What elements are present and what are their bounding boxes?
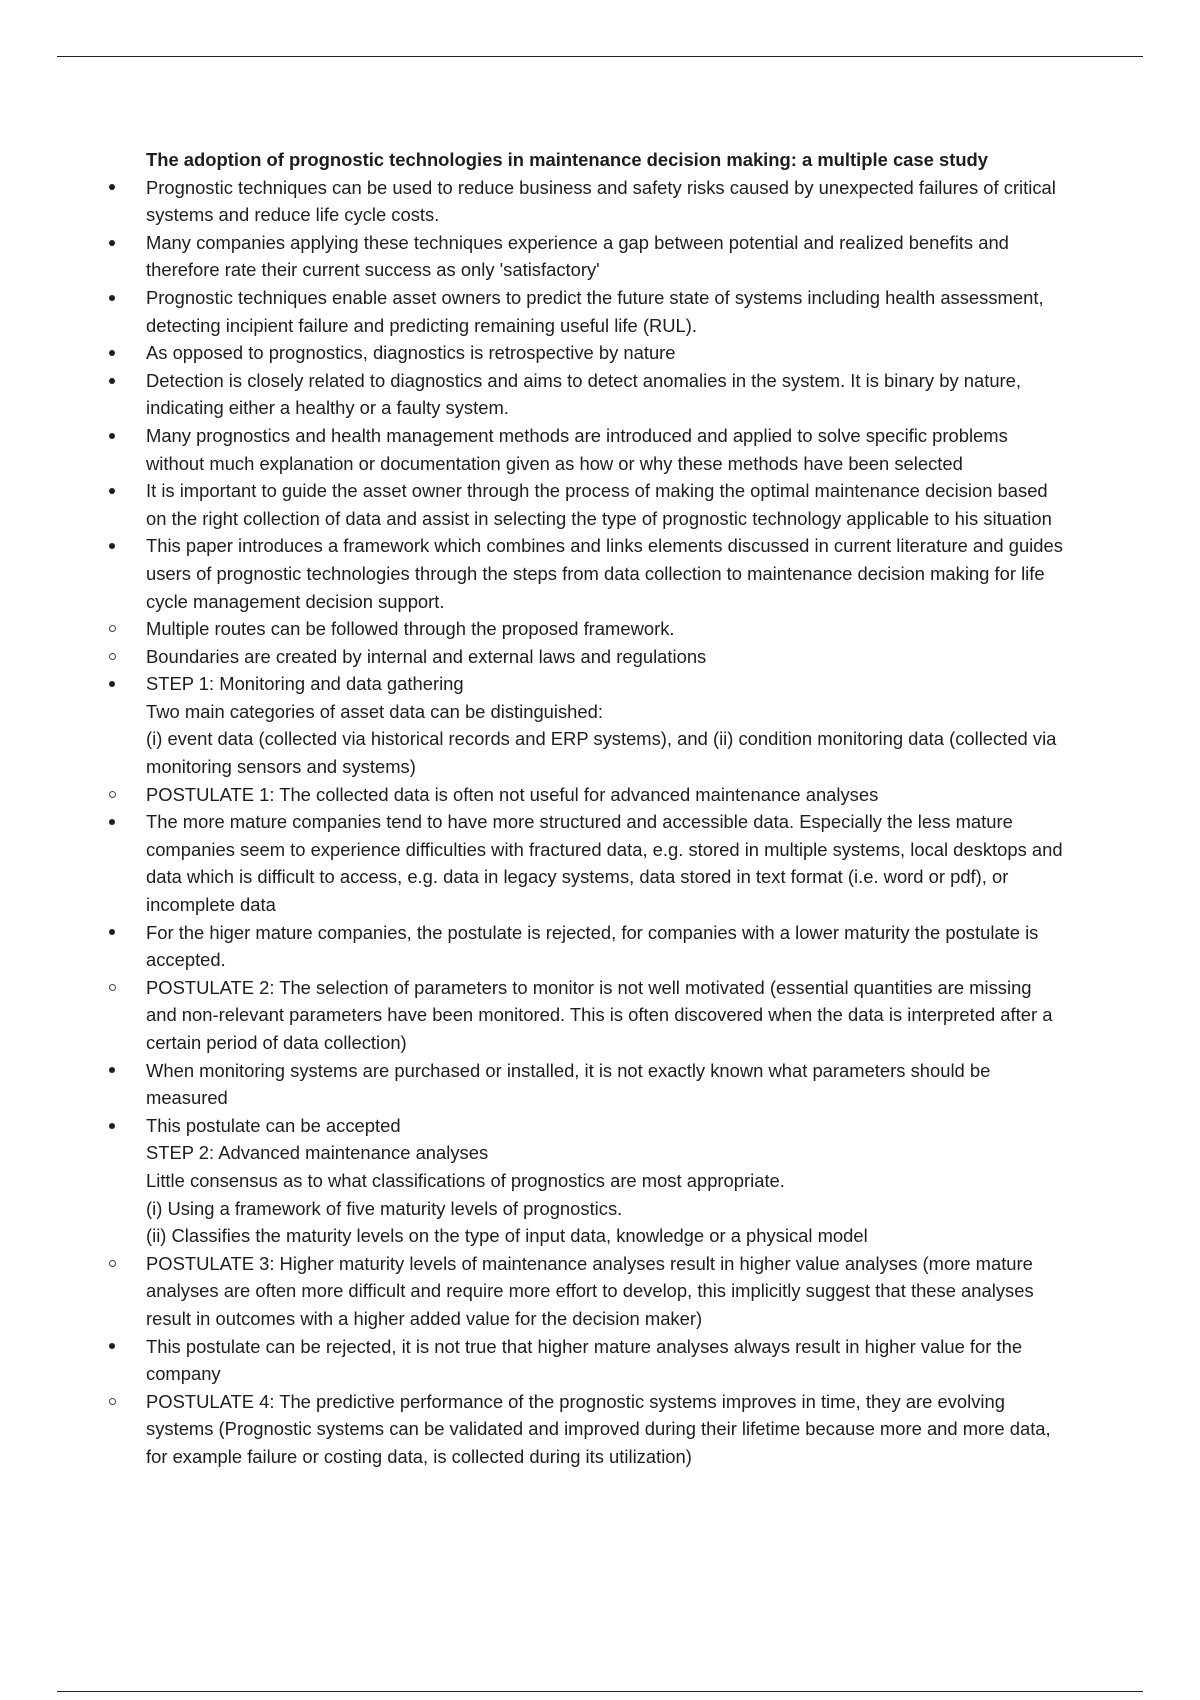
bullet-icon — [105, 284, 119, 312]
bullet-icon — [105, 367, 119, 395]
list-item-text: POSTULATE 3: Higher maturity levels of maintenance analyses result in higher value analyses (more mature analyses are often more difficult and require more effort to develop, this implicitly suggest that these analyses result in outcomes with a higher added value for the decision maker) — [146, 1252, 1034, 1329]
list-item — [105, 919, 1065, 974]
list-item-text: (i) Using a framework of five maturity levels of prognostics. — [146, 1197, 623, 1219]
list-item-text: POSTULATE 1: The collected data is often not useful for advanced maintenance analyses — [146, 783, 879, 805]
list-item — [105, 808, 1065, 918]
list-item — [105, 1057, 1065, 1112]
bullet-icon — [105, 532, 119, 560]
list-item — [105, 1112, 1065, 1140]
bullet-icon — [105, 174, 119, 202]
text-line — [105, 1195, 1065, 1223]
list-item — [105, 367, 1065, 422]
list-item-text: POSTULATE 4: The predictive performance of the prognostic systems improves in time, they are evolving systems (Prognostic systems can be validated and improved during their lifetime because more and more data, for example failure or costing data, is collected during its utilization) — [146, 1390, 1051, 1467]
list-item — [105, 643, 1065, 671]
list-item-text: Many prognostics and health management methods are introduced and applied to solve specific problems without much explanation or documentation given as how or why these methods have been selected — [146, 424, 1008, 474]
list-item-text: It is important to guide the asset owner through the process of making the optimal maintenance decision based on the right collection of data and assist in selecting the type of prognostic technology applicable to his situation — [146, 480, 1052, 529]
bullet-icon — [105, 1333, 119, 1361]
list-item-text: This postulate can be accepted — [146, 1114, 401, 1136]
document-body — [105, 146, 1065, 1471]
list-item — [105, 339, 1065, 367]
list-item-text: POSTULATE 2: The selection of parameters to monitor is not well motivated (essential quantities are missing and non-relevant parameters have been monitored. This is often discovered when the data is interpreted after a certain period of data collection) — [146, 976, 1053, 1053]
bullet-icon — [105, 1057, 119, 1085]
list-item-text: Little consensus as to what classifications of prognostics are most appropriate. — [146, 1169, 785, 1191]
circle-bullet-icon — [105, 643, 119, 671]
text-line — [105, 698, 1065, 726]
bullet-icon — [105, 339, 119, 367]
list-item — [105, 615, 1065, 643]
list-item — [105, 1250, 1065, 1333]
list-item-text: The more mature companies tend to have more structured and accessible data. Especially the less mature companies seem to experience difficulties with fractured data, e.g. stored in multiple systems, local desktops and data which is difficult to access, e.g. data in legacy systems, data stored in text format (i.e. word or pdf), or incomplete data — [146, 811, 1063, 916]
list-item — [105, 422, 1065, 477]
text-line — [105, 1222, 1065, 1250]
list-item — [105, 1333, 1065, 1388]
list-item — [105, 1388, 1065, 1471]
list-item — [105, 670, 1065, 698]
document-title — [105, 146, 1065, 174]
circle-bullet-icon — [105, 615, 119, 643]
list-item-text: This paper introduces a framework which combines and links elements discussed in current literature and guides users of prognostic technologies through the steps from data collection to maintenance decision making for life cycle management decision support. — [146, 535, 1063, 612]
circle-bullet-icon — [105, 974, 119, 1002]
list-item — [105, 174, 1065, 229]
list-item-text: Many companies applying these techniques experience a gap between potential and realized benefits and therefore rate their current success as only 'satisfactory' — [146, 231, 1009, 281]
list-item-text: Prognostic techniques enable asset owners to predict the future state of systems including health assessment, detecting incipient failure and predicting remaining useful life (RUL). — [146, 286, 1044, 336]
list-item — [105, 781, 1065, 809]
list-item — [105, 229, 1065, 284]
document-title-text: The adoption of prognostic technologies in maintenance decision making: a multiple case study — [146, 149, 989, 170]
list-item — [105, 974, 1065, 1057]
text-line — [105, 1139, 1065, 1167]
list-item-text: Prognostic techniques can be used to reduce business and safety risks caused by unexpected failures of critical systems and reduce life cycle costs. — [146, 176, 1056, 226]
list-item-text: Two main categories of asset data can be distinguished: — [146, 700, 603, 722]
bullet-list — [105, 174, 1065, 1471]
header-rule — [57, 56, 1143, 57]
list-item-text: As opposed to prognostics, diagnostics is retrospective by nature — [146, 342, 676, 364]
list-item — [105, 532, 1065, 615]
bullet-icon — [105, 422, 119, 450]
list-item-text: This postulate can be rejected, it is not true that higher mature analyses always result in higher value for the company — [146, 1335, 1023, 1385]
circle-bullet-icon — [105, 1388, 119, 1416]
circle-bullet-icon — [105, 781, 119, 809]
list-item-text: STEP 1: Monitoring and data gathering — [146, 673, 464, 695]
circle-bullet-icon — [105, 1250, 119, 1278]
bullet-icon — [105, 919, 119, 947]
bullet-icon — [105, 1112, 119, 1140]
list-item-text: (ii) Classifies the maturity levels on the type of input data, knowledge or a physical model — [146, 1225, 868, 1247]
list-item — [105, 284, 1065, 339]
footer-rule — [57, 1691, 1143, 1692]
list-item-text: (i) event data (collected via historical records and ERP systems), and (ii) condition monitoring data (collected via monitoring sensors and systems) — [146, 728, 1057, 778]
list-item-text: STEP 2: Advanced maintenance analyses — [146, 1142, 489, 1164]
bullet-icon — [105, 229, 119, 257]
list-item-text: Multiple routes can be followed through the proposed framework. — [146, 618, 675, 640]
list-item-text: For the higer mature companies, the postulate is rejected, for companies with a lower maturity the postulate is accepted. — [146, 921, 1039, 971]
text-line — [105, 1167, 1065, 1195]
list-item-text: Boundaries are created by internal and external laws and regulations — [146, 645, 707, 667]
list-item-text: Detection is closely related to diagnostics and aims to detect anomalies in the system. It is binary by nature, indicating either a healthy or a faulty system. — [146, 369, 1022, 419]
list-item — [105, 477, 1065, 532]
list-item-text: When monitoring systems are purchased or installed, it is not exactly known what parameters should be measured — [146, 1059, 991, 1109]
text-line — [105, 725, 1065, 780]
bullet-icon — [105, 477, 119, 505]
bullet-icon — [105, 808, 119, 836]
bullet-icon — [105, 670, 119, 698]
